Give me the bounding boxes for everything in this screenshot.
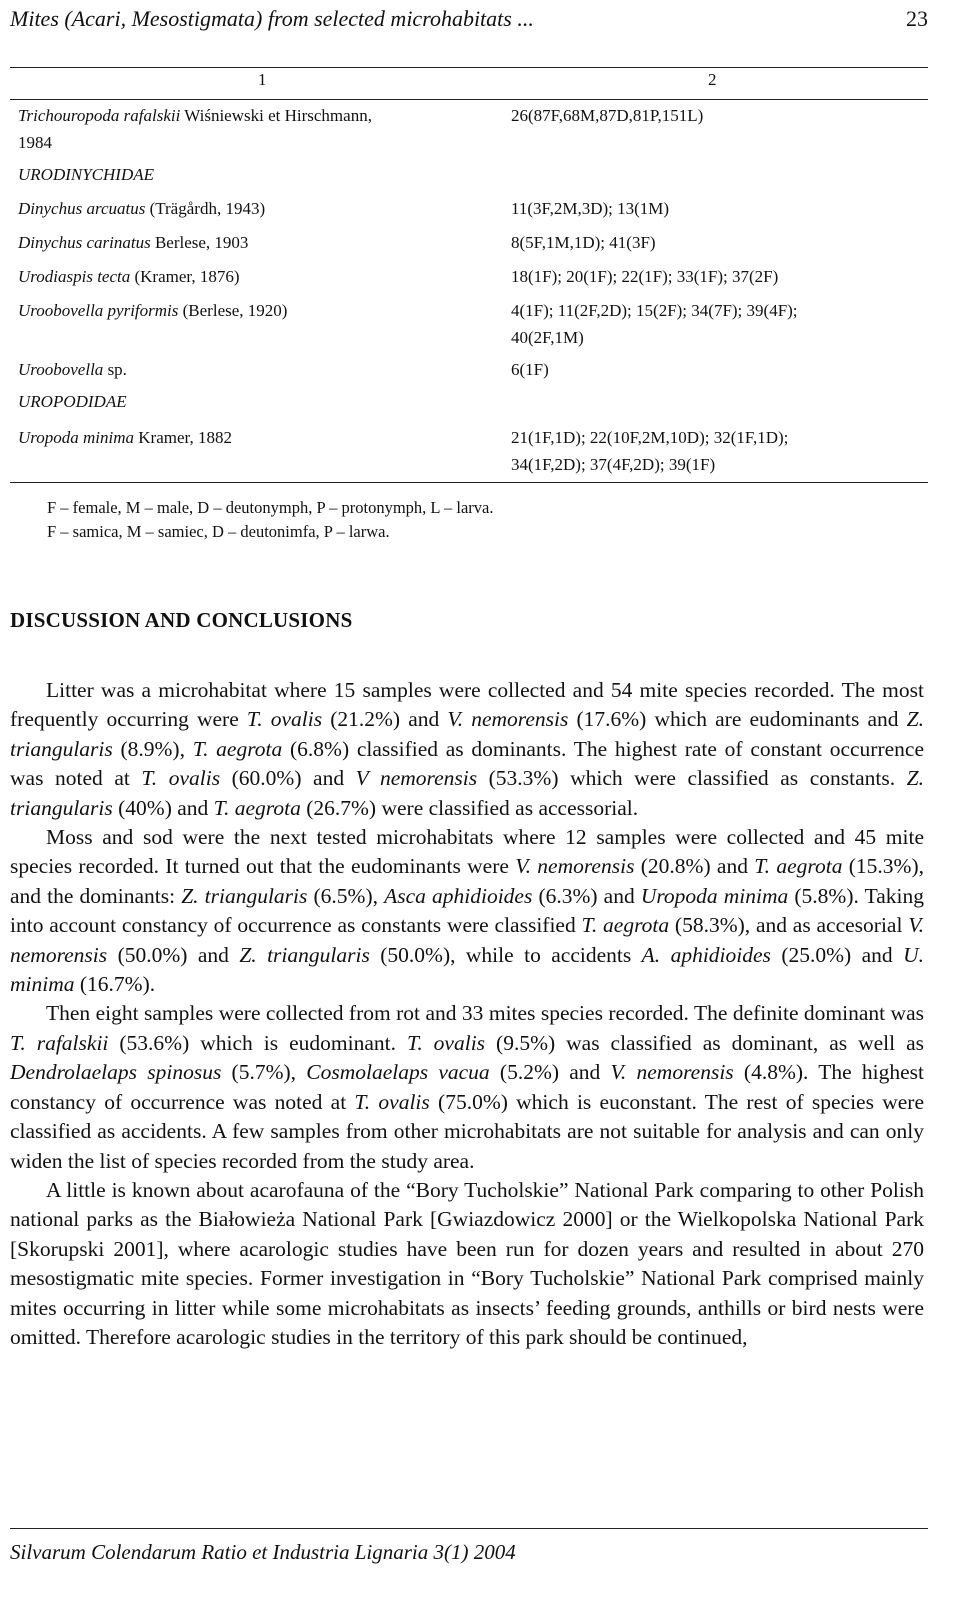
species-author: Berlese, 1903: [150, 233, 249, 252]
running-title: Mites (Acari, Mesostigmata) from selected microhabitats ...: [10, 6, 534, 31]
species-name: T. aegrota: [581, 913, 670, 938]
species-name: T. aegrota: [213, 795, 301, 820]
body-paragraph: [10, 1176, 924, 1352]
species-author: Kramer, 1882: [134, 428, 232, 447]
species-name: T. aegrota: [754, 854, 843, 879]
species-name: Z. triangularis: [10, 707, 924, 761]
paragraph-text: (60.0%) and: [220, 766, 356, 791]
table-top-rule: [10, 67, 928, 68]
species-name: T. aegrota: [192, 736, 283, 761]
occurrence-value-cont: 40(2F,1M): [511, 328, 584, 347]
species-name: Uropoda minima: [640, 883, 789, 908]
paragraph-text: (53.6%) which is eudominant.: [108, 1030, 407, 1055]
species-name: Z. triangularis: [239, 942, 370, 967]
paragraph-text: (50.0%) and: [107, 942, 240, 967]
species-author: (Kramer, 1876): [130, 267, 240, 286]
occurrence-value: 4(1F); 11(2F,2D); 15(2F); 34(7F); 39(4F);: [511, 301, 798, 320]
species-name: Dendrolaelaps spinosus: [10, 1060, 222, 1085]
species-name: T. ovalis: [354, 1089, 430, 1114]
species-name: Uroobovella pyriformis: [18, 301, 179, 320]
occurrence-value: 11(3F,2M,3D); 13(1M): [511, 199, 670, 218]
species-name: Asca aphidioides: [384, 883, 533, 908]
footnote-polish: F – samica, M – samiec, D – deutonimfa, P – larwa.: [47, 522, 390, 541]
species-name: Uroobovella: [18, 360, 104, 379]
species-name: Trichouropoda rafalskii: [18, 106, 181, 125]
occurrence-value: 18(1F); 20(1F); 22(1F); 33(1F); 37(2F): [511, 267, 779, 286]
running-head: [10, 4, 928, 34]
family-name: UROPODIDAE: [18, 392, 127, 411]
paragraph-text: (50.0%), while to accidents: [369, 942, 642, 967]
body-paragraph: [10, 676, 924, 823]
species-name: T. ovalis: [406, 1030, 486, 1055]
species-name: T. rafalskii: [10, 1030, 109, 1055]
species-name: T. ovalis: [141, 766, 221, 791]
paragraph-text: Litter was a microhabitat where 15 samples were collected and 54 mite species recorded. The most frequently occurring were: [10, 678, 924, 732]
paragraph-text: (20.8%) and: [634, 854, 755, 879]
species-name: Z. triangularis: [10, 766, 925, 820]
species-name: V. nemorensis: [515, 854, 635, 879]
species-name: Dinychus arcuatus: [18, 199, 146, 218]
footer-rule: [10, 1528, 928, 1529]
species-author-year: 1984: [18, 133, 52, 152]
paragraph-text: (58.3%), and as accesorial: [669, 913, 909, 938]
paragraph-text: (17.6%) which are eudominants and: [568, 707, 907, 732]
body-text: [10, 676, 924, 1352]
paragraph-text: (6.3%) and: [532, 883, 641, 908]
species-author: (Berlese, 1920): [178, 301, 288, 320]
species-name: V. nemorensis: [447, 707, 569, 732]
paragraph-text: (53.3%) which were classified as constants.: [477, 766, 907, 791]
species-name: V nemorensis: [355, 766, 478, 791]
paragraph-text: A little is known about acarofauna of the “Bory Tucholskie” National Park comparing to other Polish national parks as the Białowieża National Park [Gwiazdowicz 2000] or the Wielkopolska National Park [Skorupski 2001], where acarologic studies have been run for dozen years and resulted in about 270 mesostigmatic mite species. Former investigation in “Bory Tucholskie” National Park comprised mainly mites occurring in litter while some microhabitats as insects’ feeding grounds, anthills or bird nests were omitted. Therefore acarologic studies in the territory of this park should be continued,: [10, 1177, 924, 1349]
page-number: 23: [906, 6, 928, 31]
species-name: V. nemorensis: [610, 1060, 734, 1085]
species-author: (Trägårdh, 1943): [145, 199, 266, 218]
occurrence-value: 6(1F): [511, 360, 549, 379]
species-name: Cosmolaelaps vacua: [306, 1060, 490, 1085]
journal-footer: Silvarum Colendarum Ratio et Industria Lignaria 3(1) 2004: [10, 1540, 516, 1564]
table-bottom-rule: [10, 482, 928, 483]
paragraph-text: (26.7%) were classified as accessorial.: [300, 795, 639, 820]
species-name: T. ovalis: [246, 707, 323, 732]
paragraph-text: (4.8%). The highest constancy of occurrence was noted at: [10, 1060, 925, 1114]
paragraph-text: (40%) and: [112, 795, 214, 820]
section-heading: DISCUSSION AND CONCLUSIONS: [10, 608, 353, 632]
species-name: Urodiaspis tecta: [18, 267, 131, 286]
species-author: Wiśniewski et Hirschmann,: [180, 106, 372, 125]
paragraph-text: (8.9%),: [112, 736, 193, 761]
paragraph-text: Then eight samples were collected from rot and 33 mites species recorded. The definite dominant was: [46, 1001, 924, 1026]
footnote-english: F – female, M – male, D – deutonymph, P – protonymph, L – larva.: [47, 498, 494, 517]
species-name: Dinychus carinatus: [18, 233, 151, 252]
paragraph-text: (6.8%) classified as dominants. The highest rate of constant occurrence was noted at: [10, 736, 924, 791]
column-header-1: 1: [258, 70, 267, 89]
species-name: U. minima: [10, 942, 924, 997]
table-header-rule: [10, 99, 928, 100]
occurrence-value: 26(87F,68M,87D,81P,151L): [511, 106, 704, 125]
paragraph-text: (5.8%). Taking into account constancy of occurrence as constants were classified: [10, 883, 924, 938]
paragraph-text: (15.3%), and the dominants:: [10, 854, 925, 908]
occurrence-value: 8(5F,1M,1D); 41(3F): [511, 233, 656, 252]
column-header-2: 2: [708, 70, 717, 89]
paragraph-text: Moss and sod were the next tested microhabitats where 12 samples were collected and 45 mite species recorded. It turned out that the eudominants were: [10, 825, 924, 879]
species-name: V. nemorensis: [10, 913, 924, 967]
paragraph-text: (25.0%) and: [770, 942, 904, 967]
species-name: A. aphidioides: [641, 942, 771, 967]
paragraph-text: (9.5%) was classified as dominant, as well as: [485, 1030, 924, 1055]
occurrence-value-cont: 34(1F,2D); 37(4F,2D); 39(1F): [511, 455, 716, 474]
family-name: URODINYCHIDAE: [18, 165, 154, 184]
occurrence-value: 21(1F,1D); 22(10F,2M,10D); 32(1F,1D);: [511, 428, 789, 447]
species-author: sp.: [103, 360, 127, 379]
species-name: Z. triangularis: [181, 883, 308, 908]
body-paragraph: [10, 999, 924, 1175]
body-paragraph: [10, 823, 924, 999]
paragraph-text: (75.0%) which is euconstant. The rest of species were classified as accidents. A few samples from other microhabitats are not suitable for analysis and can only widen the list of species recorded from the study area.: [10, 1089, 924, 1173]
paragraph-text: (6.5%),: [307, 883, 385, 908]
paragraph-text: (16.7%).: [74, 972, 156, 997]
paragraph-text: (21.2%) and: [322, 707, 448, 732]
paragraph-text: (5.7%),: [221, 1060, 307, 1085]
species-name: Uropoda minima: [18, 428, 135, 447]
paragraph-text: (5.2%) and: [489, 1060, 611, 1085]
